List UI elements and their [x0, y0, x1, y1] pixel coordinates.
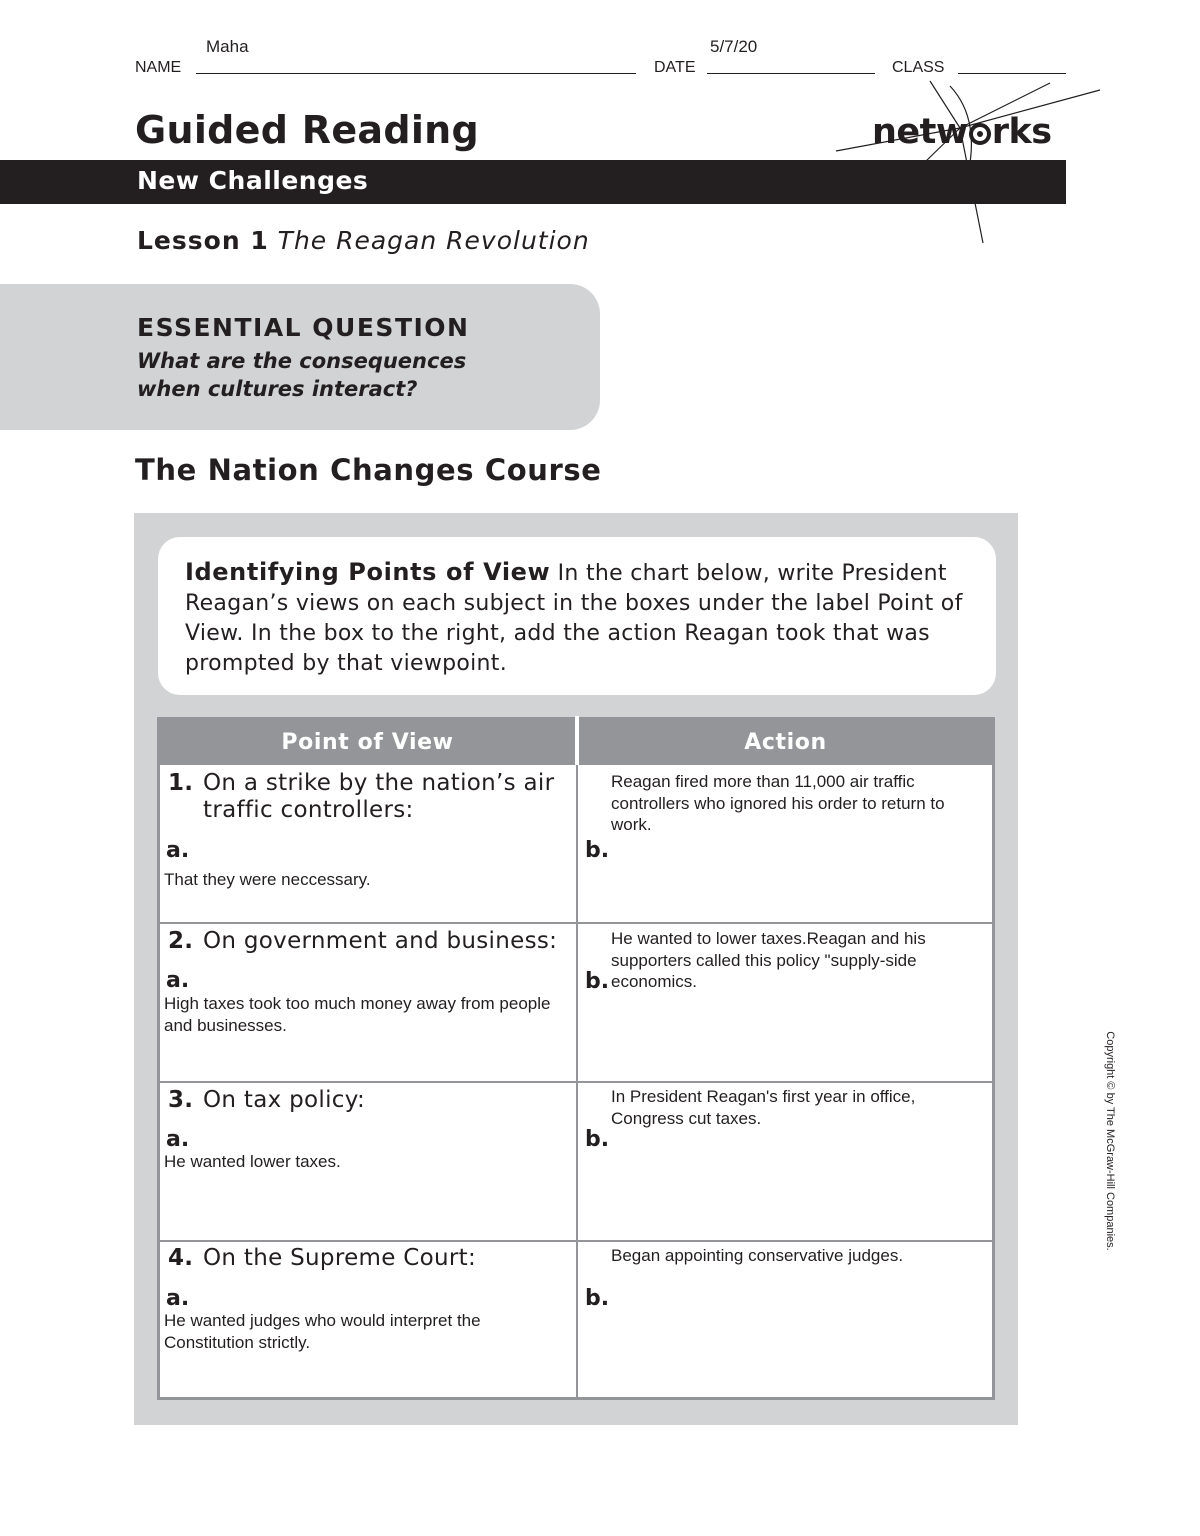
column-header-point-of-view: Point of View: [160, 719, 575, 765]
row-3-b-answer[interactable]: In President Reagan's first year in office, Congress cut taxes.: [611, 1087, 916, 1128]
row-1-a-label: a.: [166, 838, 190, 863]
lesson-heading: [137, 226, 590, 255]
table-row-1-prompt: [168, 770, 568, 824]
row-3-a-label: a.: [166, 1127, 190, 1152]
header-divider: [575, 716, 579, 766]
skill-label: Identifying Points of View: [185, 558, 551, 586]
class-label: CLASS: [892, 59, 945, 76]
row-1-number: 1.: [168, 770, 194, 796]
row-4-prompt-text: On the Supreme Court:: [203, 1245, 477, 1271]
date-label: DATE: [654, 59, 696, 76]
name-field-line[interactable]: [196, 55, 636, 74]
row-3-prompt-text: On tax policy:: [203, 1087, 366, 1113]
instructions-body: In the chart below, write President Reagan’s views on each subject in the boxes under the label Point of View. In the box to the right, add the action Reagan took that was prompted by that viewpoint.: [185, 561, 963, 676]
row-1-prompt-text: On a strike by the nation’s air traffic controllers:: [203, 770, 555, 823]
row-4-b-answer[interactable]: Began appointing conservative judges.: [611, 1246, 904, 1265]
row-2-b-label: b.: [585, 969, 610, 994]
essential-question-line-2: when cultures interact?: [137, 377, 418, 401]
date-field-line[interactable]: [707, 55, 875, 74]
unit-title: New Challenges: [137, 166, 369, 195]
logo-target-icon: [969, 123, 991, 145]
column-header-action: Action: [579, 719, 992, 765]
row-divider: [159, 1081, 993, 1083]
table-row-4-prompt: [168, 1245, 568, 1272]
row-divider: [159, 922, 993, 924]
table-row-2-prompt: [168, 928, 568, 955]
networks-logo: [872, 112, 1052, 152]
logo-text-start: netw: [872, 112, 968, 152]
lesson-number: Lesson 1: [137, 226, 269, 255]
name-value[interactable]: Maha: [206, 37, 249, 56]
row-1-a-answer[interactable]: That they were neccessary.: [164, 870, 371, 889]
row-2-prompt-text: On government and business:: [203, 928, 558, 954]
row-1-b-label: b.: [585, 838, 610, 863]
row-2-number: 2.: [168, 928, 194, 954]
name-label: NAME: [135, 59, 182, 76]
class-field-line[interactable]: [958, 55, 1066, 74]
lesson-title: The Reagan Revolution: [277, 226, 590, 255]
row-4-number: 4.: [168, 1245, 194, 1271]
row-3-a-answer[interactable]: He wanted lower taxes.: [164, 1152, 341, 1171]
row-4-a-label: a.: [166, 1286, 190, 1311]
page-title: Guided Reading: [135, 108, 480, 152]
copyright-notice: Copyright © by The McGraw-Hill Companies.: [1104, 1031, 1116, 1251]
essential-question-text: [137, 347, 577, 403]
row-3-b-label: b.: [585, 1127, 610, 1152]
section-title: The Nation Changes Course: [135, 453, 602, 487]
row-2-a-answer[interactable]: High taxes took too much money away from people and businesses.: [164, 994, 551, 1035]
logo-text-end: rks: [991, 112, 1052, 152]
row-2-a-label: a.: [166, 968, 190, 993]
instructions-text: [185, 557, 975, 679]
essential-question-line-1: What are the consequences: [137, 349, 467, 373]
row-4-a-answer[interactable]: He wanted judges who would interpret the Constitution strictly.: [164, 1311, 481, 1352]
table-row-3-prompt: [168, 1087, 568, 1114]
date-value[interactable]: 5/7/20: [710, 37, 758, 56]
row-4-b-label: b.: [585, 1286, 610, 1311]
essential-question-label: ESSENTIAL QUESTION: [137, 313, 470, 342]
row-1-b-answer[interactable]: Reagan fired more than 11,000 air traffic controllers who ignored his order to return to work.: [611, 772, 945, 834]
row-3-number: 3.: [168, 1087, 194, 1113]
row-2-b-answer[interactable]: He wanted to lower taxes.Reagan and his supporters called this policy "supply-side economics.: [611, 929, 926, 991]
row-divider: [159, 1240, 993, 1242]
